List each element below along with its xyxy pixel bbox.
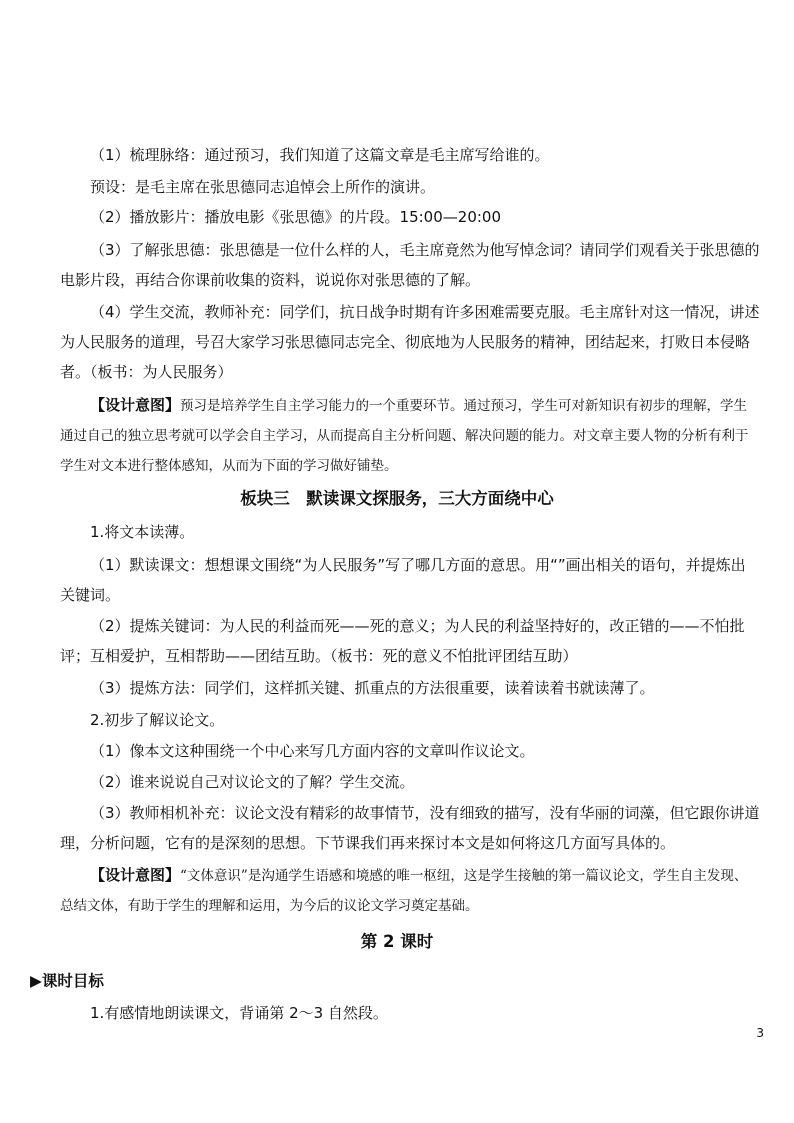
paragraph-play-film: （2）播放影片：播放电影《张思德》的片段。15:00—20:00 [90, 208, 502, 226]
design-intent-text: 预习是培养学生自主学习能力的一个重要环节。通过预习，学生可对新知识有初步的理解，学生通过自己的独立思考就可以学会自主学习，从而提高自主分析问题、解决问题的能力。对文章主要人物的分析有利于学生对文本进行整体感知，从而为下面的学习做好铺垫。 [60, 398, 749, 474]
page-number: 3 [756, 1026, 764, 1040]
step-method: （3）提炼方法：同学们，这样抓关键、抓重点的方法很重要，读着读着书就读薄了。 [90, 679, 655, 697]
step-read-thin: 1.将文本读薄。 [90, 523, 195, 541]
step-definition: （1）像本文这种围绕一个中心来写几方面内容的文章叫作议论文。 [90, 742, 535, 760]
objectives-label: ▶课时目标 [30, 972, 104, 990]
paragraph-exchange: （4）学生交流，教师补充：同学们，抗日战争时期有许多困难需要克服。毛主席针对这一情况，讲述为人民服务的道理，号召大家学习张思德同志完全、彻底地为人民服务的精神，团结起来，打败日本侵略者。（板书：为人民服务） [60, 303, 760, 381]
design-intent-label: 【设计意图】 [90, 866, 181, 884]
objective-1: 1.有感情地朗读课文，背诵第 2～3 自然段。 [90, 1004, 388, 1022]
paragraph-review-context: （1）梳理脉络：通过预习，我们知道了这篇文章是毛主席写给谁的。 [90, 146, 550, 164]
step-keywords: （2）提炼关键词：为人民的利益而死——死的意义；为人民的利益坚持好的，改正错的——不怕批评；互相爱护，互相帮助——团结互助。（板书：死的意义不怕批评团结互助） [60, 617, 745, 665]
step-discussion: （2）谁来说说自己对议论文的了解？学生交流。 [90, 773, 415, 791]
step-teacher-supplement: （3）教师相机补充：议论文没有精彩的故事情节，没有细致的描写，没有华丽的词藻，但它跟你讲道理，分析问题，它有的是深刻的思想。下节课我们再来探讨本文是如何将这几方面写具体的。 [60, 804, 760, 852]
design-intent-1 [60, 390, 760, 481]
design-intent-label: 【设计意图】 [90, 396, 181, 414]
design-intent-2 [60, 860, 760, 921]
lesson-title: 第 2 课时 [360, 932, 434, 951]
paragraph-preset: 预设：是毛主席在张思德同志追悼会上所作的演讲。 [90, 178, 436, 196]
section-heading: 板块三 默读课文探服务，三大方面绕中心 [240, 489, 554, 508]
step-silent-read: （1）默读课文：想想课文围绕“为人民服务”写了哪几方面的意思。用“”画出相关的语句，并提炼出关键词。 [60, 556, 746, 604]
step-argumentative: 2.初步了解议论文。 [90, 711, 225, 729]
design-intent-text: “文体意识”是沟通学生语感和境感的唯一枢纽，这是学生接触的第一篇议论文，学生自主发现、总结文体，有助于学生的理解和运用，为今后的议论文学习奠定基础。 [60, 868, 748, 914]
paragraph-learn-zhang: （3）了解张思德：张思德是一位什么样的人，毛主席竟然为他写悼念词？请同学们观看关于张思德的电影片段，再结合你课前收集的资料，说说你对张思德的了解。 [60, 241, 760, 289]
